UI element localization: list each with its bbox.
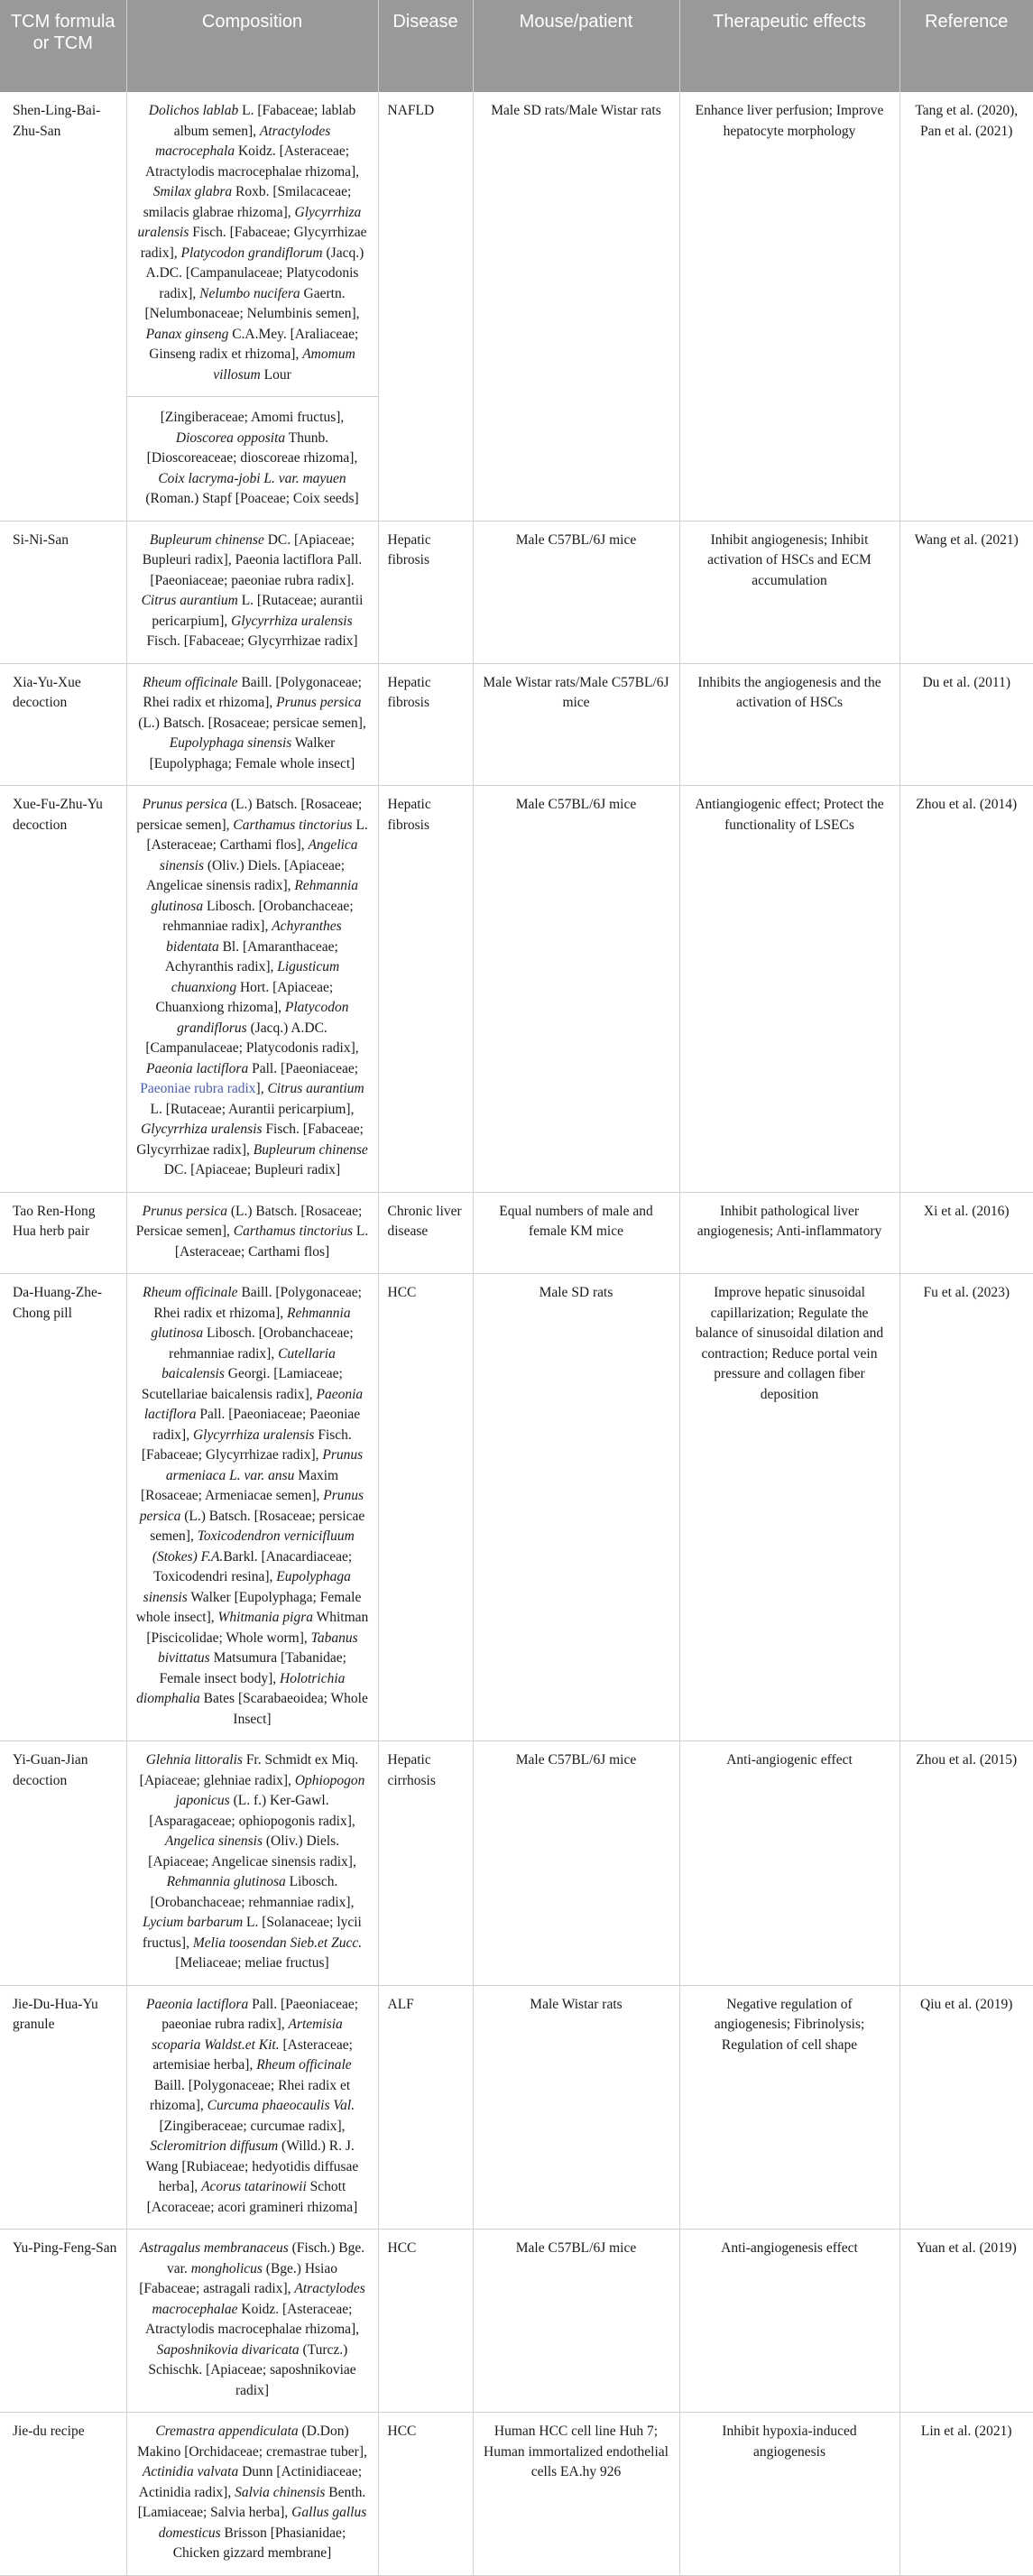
species-name: Nelumbo nucifera	[199, 285, 300, 301]
table-row	[0, 1741, 1033, 1986]
formula-cell: Yu-Ping-Feng-San	[13, 2240, 117, 2256]
header-row	[0, 0, 1033, 92]
composition-text: L. [Asteraceae; Carthami flos]	[174, 1223, 369, 1260]
subject-cell: Male Wistar rats/Male C57BL/6J mice	[473, 663, 679, 786]
effects-cell: Inhibit pathological liver angiogenesis; Anti-inflammatory	[679, 1192, 899, 1274]
species-name: Rehmannia glutinosa	[166, 1874, 286, 1889]
composition-text: Baill. [Polygonaceae; Rhei radix et rhizoma],	[143, 674, 362, 710]
header-formula: TCM formula or TCM	[0, 0, 126, 92]
species-name: Dioscorea opposita	[175, 429, 286, 446]
species-name: Eupolyphaga sinensis	[169, 735, 292, 751]
composition-text: Fisch. [Fabaceae; Glycyrrhizae radix]	[146, 633, 358, 649]
reference-cell: Yuan et al. (2019)	[899, 2230, 1033, 2413]
composition-cell	[126, 1985, 378, 2230]
effects-cell: Anti-angiogenic effect	[679, 1741, 899, 1986]
composition-text: (L. f.) Ker-Gawl. [Asparagaceae; ophiopogonis radix],	[149, 1793, 355, 1829]
subject-cell: Equal numbers of male and female KM mice	[473, 1192, 679, 1274]
composition-cell	[126, 1274, 378, 1741]
disease-cell: Hepatic fibrosis	[378, 786, 473, 1193]
header-composition: Composition	[126, 0, 378, 92]
effects-cell: Inhibit hypoxia-induced angiogenesis	[679, 2413, 899, 2576]
composition-text: [Meliaceae; meliae fructus]	[175, 1955, 329, 1971]
species-name: mongholicus	[190, 2260, 263, 2276]
composition-text: Thunb. [Dioscoreaceae; dioscoreae rhizoma],	[146, 429, 358, 466]
composition-text: (Willd.) R. J. Wang [Rubiaceae; hedyotidis diffusae herba],	[145, 2138, 359, 2194]
species-name: Cutellaria baicalensis	[161, 1345, 336, 1381]
effects-cell: Negative regulation of angiogenesis; Fibrinolysis; Regulation of cell shape	[679, 1985, 899, 2230]
disease-cell: HCC	[378, 2230, 473, 2413]
species-name: Rheum officinale	[256, 2057, 352, 2073]
subject-cell: Male C57BL/6J mice	[473, 2230, 679, 2413]
species-name: Tabanus bivittatus	[158, 1630, 358, 1666]
header-disease: Disease	[378, 0, 473, 92]
table-row	[0, 1274, 1033, 1741]
composition-text: Koidz. [Asteraceae; Atractylodis macrocephalae rhizoma],	[144, 2301, 360, 2337]
species-name: Salvia chinensis	[235, 2484, 326, 2500]
composition-cell	[126, 521, 378, 663]
species-name: Ligusticum chuanxiong	[171, 959, 340, 995]
species-name: Curcuma phaeocaulis Val.	[207, 2098, 355, 2113]
species-name: Eupolyphaga sinensis	[143, 1569, 351, 1605]
composition-cell	[126, 1741, 378, 1986]
composition-cell	[126, 663, 378, 786]
composition-text: L. [Solanaceae; lycii fructus],	[142, 1915, 362, 1951]
formula-cell: Yi-Guan-Jian decoction	[13, 1752, 88, 1788]
table-row	[0, 2230, 1033, 2413]
subject-cell: Male C57BL/6J mice	[473, 1741, 679, 1986]
reference-cell: Wang et al. (2021)	[899, 521, 1033, 663]
composition-text: Baill. [Polygonaceae; Rhei radix et rhizoma],	[153, 1285, 362, 1321]
composition-text: Libosch. [Orobanchaceae; rehmanniae radix],	[150, 1874, 355, 1910]
species-name: Bupleurum chinense	[253, 1141, 368, 1158]
species-name: Prunus persica	[276, 695, 362, 710]
composition-text: (Bge.) Hsiao [Fabaceae; astragali radix],	[139, 2260, 337, 2296]
effects-cell: Improve hepatic sinusoidal capillarization; Regulate the balance of sinusoidal dilation and contraction; Reduce portal vein pressure and collagen fiber deposition	[679, 1274, 899, 1741]
species-name: Platycodon grandiflorus	[177, 1000, 349, 1036]
composition-text: Fisch. [Fabaceae; Glycyrrhizae radix],	[136, 1122, 364, 1158]
composition-text: Walker [Eupolyphaga; Female whole insect],	[135, 1589, 362, 1625]
disease-cell: HCC	[378, 2413, 473, 2576]
subject-cell: Male SD rats/Male Wistar rats	[473, 92, 679, 521]
species-name: Glycyrrhiza uralensis	[137, 204, 362, 240]
disease-cell: Hepatic fibrosis	[378, 663, 473, 786]
composition-text: Matsumura [Tabanidae; Female insect body],	[159, 1650, 346, 1686]
table-row	[0, 1192, 1033, 1274]
composition-text: Schott [Acoraceae; acori gramineri rhizoma]	[146, 2179, 358, 2215]
reference-cell: Zhou et al. (2014)	[899, 786, 1033, 1193]
composition-text: L. [Asteraceae; Carthami flos],	[146, 817, 368, 853]
header-effects: Therapeutic effects	[679, 0, 899, 92]
species-name: Holotrichia diomphalia	[136, 1670, 346, 1706]
formula-cell: Jie-Du-Hua-Yu granule	[13, 1996, 98, 2032]
table-header	[0, 0, 1033, 92]
species-name: Paeonia lactiflora	[143, 1386, 364, 1422]
composition-text: Fisch. [Fabaceae; Glycyrrhizae radix],	[140, 225, 367, 261]
composition-text: (D.Don) Makino [Orchidaceae; cremastrae tuber],	[137, 2424, 367, 2460]
composition-text: (L.) Batsch. [Rosaceae; persicae semen],	[136, 797, 363, 833]
composition-text: (Fisch.) Bge. var.	[167, 2240, 365, 2276]
disease-cell: Chronic liver disease	[378, 1192, 473, 1274]
species-name: Prunus armeniaca L. var. ansu	[165, 1447, 364, 1483]
composition-text: L. [Rutaceae; Aurantii pericarpium],	[150, 1101, 355, 1117]
header-reference: Reference	[899, 0, 1033, 92]
species-name: Actinidia valvata	[142, 2464, 239, 2479]
formula-cell: Jie-du recipe	[13, 2424, 85, 2439]
species-name: Saposhnikovia divaricata	[156, 2341, 300, 2358]
composition-text: DC. [Apiaceae; Bupleuri radix], Paeonia lactiflora Pall. [Paeoniaceae; paeoniae rubra radix].	[142, 531, 363, 588]
table-row	[0, 2413, 1033, 2576]
composition-text: Hort. [Apiaceae; Chuanxiong rhizoma],	[155, 979, 334, 1015]
species-name: Glehnia littoralis	[145, 1752, 243, 1768]
composition-text: Pall. [Paeoniaceae; Paeoniae radix],	[152, 1407, 361, 1443]
disease-cell: Hepatic fibrosis	[378, 521, 473, 663]
composition-text: Fisch. [Fabaceae; Glycyrrhizae radix],	[141, 1426, 352, 1463]
effects-cell: Antiangiogenic effect; Protect the functionality of LSECs	[679, 786, 899, 1193]
composition-text: Benth. [Lamiaceae; Salvia herba],	[137, 2484, 366, 2520]
effects-cell: Inhibits the angiogenesis and the activation of HSCs	[679, 663, 899, 786]
composition-text: ],	[255, 1081, 268, 1096]
reference-cell: Zhou et al. (2015)	[899, 1741, 1033, 1986]
species-name: Carthamus tinctorius	[233, 817, 353, 833]
species-name: Platycodon grandiflorum	[180, 245, 323, 261]
formula-cell: Xia-Yu-Xue decoction	[13, 674, 81, 710]
composition-text: (Jacq.) A.DC. [Campanulaceae; Platycodonis radix],	[145, 1020, 359, 1056]
table-row	[0, 1985, 1033, 2230]
composition-text: Libosch. [Orobanchaceae; rehmanniae radix],	[162, 898, 354, 934]
disease-cell: Hepatic cirrhosis	[378, 1741, 473, 1986]
species-name: Panax ginseng	[145, 326, 229, 342]
composition-text: Bl. [Amaranthaceae; Achyranthis radix],	[164, 938, 338, 974]
formula-cell: Tao Ren-Hong Hua herb pair	[13, 1203, 96, 1239]
composition-text: (L.) Batsch. [Rosaceae; persicae semen],	[138, 715, 366, 731]
species-name: Paeonia lactiflora	[145, 1996, 249, 2012]
species-name: Toxicodendron vernicifluum (Stokes) F.A.	[152, 1528, 355, 1565]
subject-cell: Male C57BL/6J mice	[473, 521, 679, 663]
species-name: Astragalus membranaceus	[139, 2240, 289, 2256]
species-name: Citrus aurantium	[141, 593, 238, 608]
species-name: Whitmania pigra	[217, 1610, 314, 1625]
species-name: Smilax glabra	[152, 184, 233, 199]
composition-cell	[126, 2230, 378, 2413]
composition-text: Bates [Scarabaeoidea; Whole Insect]	[199, 1691, 368, 1727]
composition-text: Fr. Schmidt ex Miq. [Apiaceae; glehniae radix],	[139, 1752, 359, 1788]
species-name: Glycyrrhiza uralensis	[141, 1122, 263, 1137]
formula-cell: Shen-Ling-Bai-Zhu-San	[13, 103, 101, 139]
composition-text: Pall. [Paeoniaceae;	[248, 1060, 359, 1076]
disease-cell: NAFLD	[378, 92, 473, 521]
table-row	[0, 663, 1033, 786]
reference-cell: Lin et al. (2021)	[899, 2413, 1033, 2576]
species-name: Melia toosendan Sieb.et Zucc.	[192, 1934, 363, 1951]
composition-text: Roxb. [Smilacaceae; smilacis glabrae rhizoma],	[143, 184, 352, 220]
composition-text: (Oliv.) Diels. [Apiaceae; Angelicae sinensis radix],	[145, 857, 346, 893]
composition-text: Barkl. [Anacardiaceae; Toxicodendri resina],	[153, 1548, 353, 1584]
composition-text: Libosch. [Orobanchaceae; rehmanniae radix],	[169, 1325, 354, 1362]
species-name: Gallus gallus domesticus	[158, 2505, 367, 2541]
composition-text: Maxim [Rosaceae; Armeniacae semen],	[140, 1467, 339, 1503]
header-subject: Mouse/patient	[473, 0, 679, 92]
composition-text: Brisson [Phasianidae; Chicken gizzard membrane]	[172, 2525, 346, 2561]
composition-text: L. [Fabaceae; lablab album semen],	[173, 103, 356, 139]
reference-cell: Du et al. (2011)	[899, 663, 1033, 786]
reference-cell: Qiu et al. (2019)	[899, 1985, 1033, 2230]
composition-text: Georgi. [Lamiaceae; Scutellariae baicalensis radix],	[141, 1366, 343, 1402]
species-name: Artemisia scoparia Waldst.et Kit.	[152, 2017, 343, 2053]
composition-text: Whitman [Piscicolidae; Whole worm],	[146, 1610, 369, 1646]
composition-continued	[127, 396, 378, 510]
disease-cell: ALF	[378, 1985, 473, 2230]
disease-cell: HCC	[378, 1274, 473, 1741]
formula-cell: Si-Ni-San	[13, 531, 69, 548]
species-name: Atractylodes macrocephala	[154, 123, 331, 159]
species-name: Scleromitrion diffusum	[150, 2138, 279, 2154]
species-name: Prunus persica	[142, 797, 227, 812]
subject-cell: Male C57BL/6J mice	[473, 786, 679, 1193]
composition-cell	[126, 2413, 378, 2576]
composition-text: DC. [Apiaceae; Bupleuri radix]	[163, 1162, 341, 1177]
composition-text: (Turcz.) Schischk. [Apiaceae; saposhnikoviae radix]	[148, 2341, 356, 2398]
species-name: Prunus persica	[139, 1488, 364, 1524]
species-name: Amomum villosum	[213, 346, 355, 383]
formula-cell: Da-Huang-Zhe-Chong pill	[13, 1285, 102, 1321]
reference-cell: Fu et al. (2023)	[899, 1274, 1033, 1741]
subject-cell: Male Wistar rats	[473, 1985, 679, 2230]
species-name: Lycium barbarum	[143, 1915, 244, 1930]
species-name: Rheum officinale	[143, 674, 238, 690]
species-name: Paeonia lactiflora	[145, 1060, 249, 1076]
reference-cell: Tang et al. (2020), Pan et al. (2021)	[899, 92, 1033, 521]
species-name: Bupleurum chinense	[149, 531, 264, 548]
species-name: Cremastra appendiculata	[155, 2424, 299, 2439]
composition-text: (L.) Batsch. [Rosaceae; persicae semen],	[150, 1508, 365, 1544]
formula-cell: Xue-Fu-Zhu-Yu decoction	[13, 797, 103, 833]
species-name: Citrus aurantium	[267, 1081, 364, 1096]
composition-text: C.A.Mey. [Araliaceae; Ginseng radix et rhizoma],	[149, 326, 359, 362]
effects-cell: Anti-angiogenesis effect	[679, 2230, 899, 2413]
composition-text: (L.) Batsch. [Rosaceae; Persicae semen],	[135, 1203, 363, 1239]
composition-text: Dunn [Actinidiaceae; Actinidia radix],	[138, 2464, 363, 2500]
composition-text: (Jacq.) A.DC. [Campanulaceae; Platycodonis radix],	[145, 245, 364, 301]
table-row	[0, 521, 1033, 663]
effects-cell: Enhance liver perfusion; Improve hepatocyte morphology	[679, 92, 899, 521]
effects-cell: Inhibit angiogenesis; Inhibit activation of HSCs and ECM accumulation	[679, 521, 899, 663]
composition-text: Gaertn. [Nelumbonaceae; Nelumbinis semen],	[144, 285, 360, 321]
composition-text: Koidz. [Asteraceae; Atractylodis macrocephalae rhizoma],	[144, 143, 360, 180]
composition-text: Pall. [Paeoniaceae; paeoniae rubra radix],	[161, 1996, 359, 2032]
species-name: Carthamus tinctorius	[233, 1223, 353, 1239]
subject-cell: Human HCC cell line Huh 7; Human immortalized endothelial cells EA.hy 926	[473, 2413, 679, 2576]
species-name: Rehmannia glutinosa	[151, 1305, 351, 1341]
composition-text: (Roman.) Stapf [Poaceae; Coix seeds]	[145, 491, 359, 506]
composition-cell	[126, 1192, 378, 1274]
composition-cell	[126, 786, 378, 1193]
composition-text: [Asteraceae; artemisiae herba],	[152, 2036, 353, 2073]
composition-text: [Zingiberaceae; curcumae radix],	[159, 2118, 346, 2134]
species-name: Glycyrrhiza uralensis	[192, 1426, 315, 1443]
species-name: Rheum officinale	[143, 1285, 238, 1300]
composition-link[interactable]: Paeoniae rubra radix	[140, 1081, 256, 1096]
composition-text: [Zingiberaceae; Amomi fructus],	[160, 410, 345, 425]
composition-text: Walker [Eupolyphaga; Female whole insect]	[149, 735, 355, 771]
species-name: Angelica sinensis	[159, 837, 358, 873]
table-row	[0, 92, 1033, 521]
species-name: Achyranthes bidentata	[166, 919, 342, 955]
species-name: Angelica sinensis	[164, 1833, 263, 1849]
composition-text: (Oliv.) Diels. [Apiaceae; Angelicae sinensis radix],	[148, 1833, 356, 1870]
species-name: Dolichos lablab	[148, 103, 239, 118]
table-row	[0, 786, 1033, 1193]
species-name: Prunus persica	[142, 1203, 227, 1219]
species-name: Rehmannia glutinosa	[151, 878, 359, 914]
table-body	[0, 92, 1033, 2575]
composition-text: L. [Rutaceae; aurantii pericarpium],	[152, 593, 364, 629]
composition-text: Baill. [Polygonaceae; Rhei radix et rhizoma],	[149, 2077, 351, 2113]
species-name: Coix lacryma-jobi L. var. mayuen	[158, 470, 346, 486]
subject-cell: Male SD rats	[473, 1274, 679, 1741]
species-name: Ophiopogon japonicus	[175, 1772, 365, 1808]
composition-cell	[126, 92, 378, 521]
species-name: Glycyrrhiza uralensis	[231, 613, 353, 629]
species-name: Atractylodes macrocephalae	[152, 2281, 365, 2317]
species-name: Acorus tatarinowii	[201, 2179, 307, 2194]
reference-cell: Xi et al. (2016)	[899, 1192, 1033, 1274]
composition-text: Lour	[260, 366, 291, 383]
